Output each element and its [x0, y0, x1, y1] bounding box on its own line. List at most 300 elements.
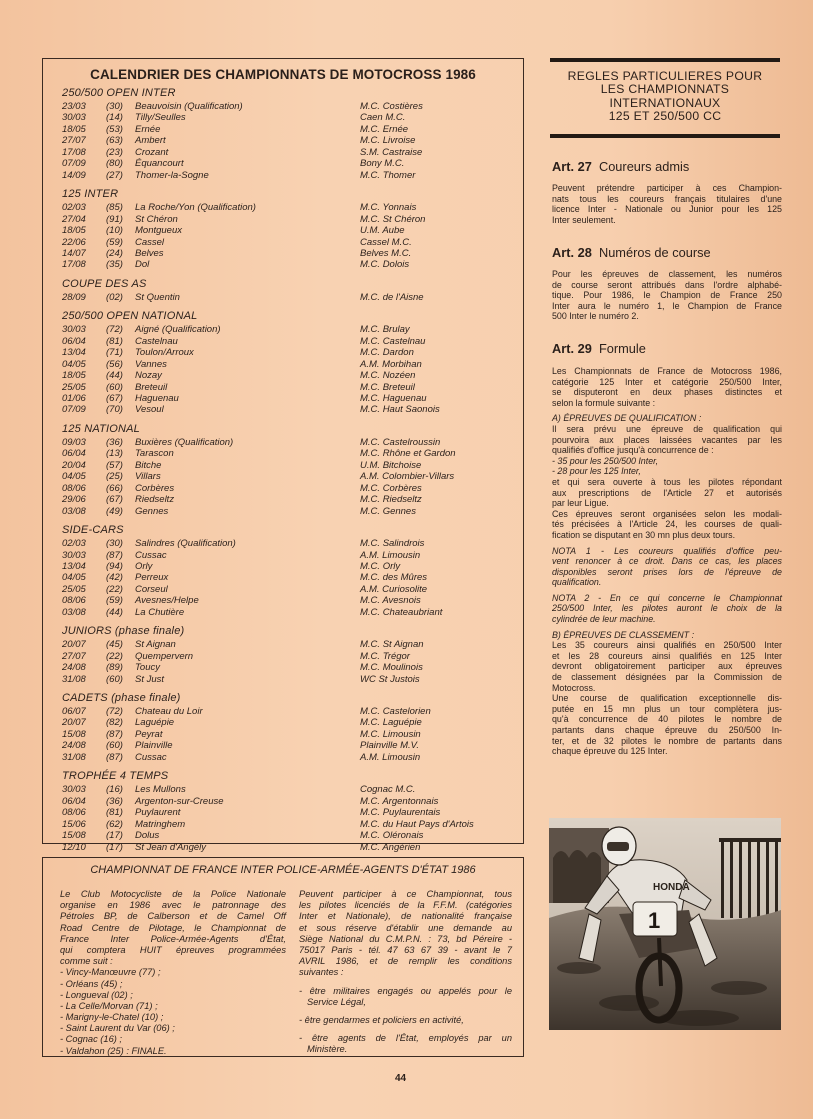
event-date: 15/06: [62, 818, 86, 830]
classification-line: Motocross.: [552, 682, 596, 693]
police-text-line: qui comptera HUIT épreuves programmées: [60, 944, 286, 955]
department-code: (87): [106, 751, 123, 763]
paragraph-gap: [299, 979, 512, 986]
classification-line: putée en 15 mn plus un tour complètera jus-: [552, 703, 782, 714]
department-code: (42): [106, 572, 123, 584]
department-code: (17): [106, 841, 123, 853]
police-text-line: - Longueval (02) ;: [60, 989, 133, 1000]
department-code: (67): [106, 494, 123, 506]
police-text-line: - Saint Laurent du Var (06) ;: [60, 1023, 175, 1034]
organizing-club: M.C. Riedseltz: [360, 494, 422, 506]
qualification-line: Il sera prévu une épreuve de qualification qui: [552, 423, 782, 434]
calendar-row: [62, 494, 512, 505]
event-date: 24/08: [62, 740, 86, 752]
page-number: 44: [395, 1073, 407, 1084]
department-code: (72): [106, 324, 123, 336]
calendar-row: [62, 404, 512, 415]
art27-line: Peuvent prétendre participer à ces Champion-: [552, 183, 782, 193]
police-text-line: suivantes :: [299, 967, 344, 978]
classification-line: Les 35 coureurs ainsi qualifiés en 250/500 Inter: [552, 640, 782, 651]
police-text-line: organise en 1986 avec le patronnage des: [60, 900, 286, 911]
organizing-club: M.C. du Haut Pays d'Artois: [360, 818, 474, 830]
event-location: Montgueux: [135, 225, 183, 237]
note1-line: NOTA 1 - Les coureurs qualifiés d'office peu-: [552, 545, 782, 556]
organizing-club: A.M. Colombier-Villars: [360, 471, 455, 483]
art27-heading: [552, 159, 689, 174]
calendar-row: [62, 437, 512, 448]
event-location: Tilly/Seulles: [135, 112, 186, 124]
calendar-row: [62, 324, 512, 335]
organizing-club: M.C. Trégor: [360, 650, 410, 662]
event-date: 31/08: [62, 751, 86, 763]
event-location: St Aignan: [135, 639, 176, 651]
event-location: Orly: [135, 560, 153, 572]
art29-title: Formule: [598, 341, 646, 356]
organizing-club: M.C. Laguépie: [360, 717, 422, 729]
event-location: Peyrat: [135, 728, 163, 740]
classification-line: qu'à concurrence de 40 pilotes le nombre de: [552, 714, 782, 725]
police-text-line: Peuvent participer à ce Championnat, tous: [299, 889, 512, 899]
department-code: (57): [106, 459, 123, 471]
department-code: (85): [106, 202, 123, 214]
event-date: 13/04: [62, 347, 86, 359]
event-date: 30/03: [62, 112, 86, 124]
police-condition-line: Service Légal,: [307, 996, 366, 1007]
event-date: 30/03: [62, 549, 86, 561]
section-title: 250/500 OPEN NATIONAL: [62, 310, 198, 323]
event-date: 20/07: [62, 639, 86, 651]
organizing-club: U.M. Aube: [360, 225, 405, 237]
calendar-row: [62, 460, 512, 471]
section-title: SIDE-CARS: [62, 524, 124, 537]
organizing-club: M.C. Haut Saonois: [360, 404, 440, 416]
art29-intro-line: catégorie 125 Inter et catégorie 250/500 Inter,: [552, 376, 782, 387]
event-location: Breteuil: [135, 381, 168, 393]
calendar-row: [62, 170, 512, 181]
calendar-row: [62, 662, 512, 673]
art29-heading: [552, 341, 646, 356]
calendar-row: [62, 550, 512, 561]
event-date: 18/05: [62, 225, 86, 237]
qualification-line: aux prescriptions de l'Article 27 et autorisés: [552, 487, 782, 498]
department-code: (44): [106, 370, 123, 382]
classification-line: partants dans chaque épreuve du 250/500 In-: [552, 725, 782, 735]
department-code: (87): [106, 549, 123, 561]
qualification-line: par leur Ligue.: [552, 498, 609, 509]
organizing-club: Belves M.C.: [360, 247, 412, 259]
calendar-title: CALENDRIER DES CHAMPIONNATS DE MOTOCROSS 1986: [90, 67, 476, 82]
event-date: 17/08: [62, 146, 86, 158]
art28-line: Inter aura le numéro 1, le Champion de France: [552, 300, 782, 311]
department-code: (13): [106, 448, 123, 460]
rules-header-line: LES CHAMPIONNATS: [600, 82, 730, 97]
classification-line: et les 28 coureurs ainsi qualifiés en 125 Inter: [552, 650, 782, 661]
calendar-row: [62, 158, 512, 169]
police-text-line: France Inter Police-Armée-Agents d'État,: [60, 933, 286, 944]
calendar-row: [62, 842, 512, 853]
note1-line: disponibles seront prises lors de l'épreuve de: [552, 566, 782, 577]
motocross-photo: [549, 818, 781, 1030]
organizing-club: M.C. Dolois: [360, 259, 410, 271]
event-location: Gennes: [135, 505, 169, 517]
department-code: (66): [106, 482, 123, 494]
event-location: Haguenau: [135, 393, 179, 404]
calendar-row: [62, 370, 512, 381]
event-date: 03/08: [62, 505, 86, 517]
calendar-row: [62, 483, 512, 494]
rules-header-line: INTERNATIONAUX: [609, 95, 721, 110]
organizing-club: M.C. Avesnois: [360, 595, 421, 607]
art28-number: Art. 28: [552, 245, 592, 260]
department-code: (63): [106, 135, 123, 147]
event-location: Nozay: [135, 370, 162, 382]
department-code: (60): [106, 740, 123, 752]
department-code: (30): [106, 101, 123, 112]
event-location: St Just: [135, 673, 165, 685]
department-code: (02): [106, 291, 123, 303]
police-text-line: 75017 Paris - tél. 47 63 67 39 - avant le 7: [299, 944, 512, 955]
art28-title: Numéros de course: [598, 245, 711, 260]
organizing-club: M.C. Livroise: [360, 135, 416, 147]
department-code: (71): [106, 347, 123, 359]
event-date: 07/09: [62, 158, 86, 170]
calendar-row: [62, 651, 512, 662]
department-code: (49): [106, 505, 123, 517]
event-date: 14/07: [62, 247, 86, 259]
calendar-row: [62, 259, 512, 270]
motocross-rider-illustration: [549, 818, 781, 1030]
department-code: (30): [106, 538, 123, 550]
art27-line: nats tous les coureurs français titulaires d'une: [552, 193, 782, 204]
calendar-row: [62, 359, 512, 370]
art29-intro-line: se disputeront en deux phases distinctes et: [552, 387, 782, 398]
event-date: 28/09: [62, 291, 86, 303]
event-date: 30/03: [62, 324, 86, 336]
event-location: St Jean d'Angély: [135, 841, 206, 853]
event-location: Les Mullons: [135, 784, 186, 796]
organizing-club: A.M. Curiosolite: [360, 583, 428, 595]
art28-heading: [552, 245, 711, 260]
calendar-row: [62, 784, 512, 795]
organizing-club: M.C. Haguenau: [360, 393, 427, 404]
police-condition-line: - être militaires engagés ou appelés pour le: [299, 985, 512, 996]
event-location: Argenton-sur-Creuse: [135, 795, 224, 807]
calendar-row: [62, 147, 512, 158]
classification-line: Une course de qualification exceptionnelle dis-: [552, 693, 782, 704]
event-location: La Chutière: [135, 606, 185, 618]
section-title: 125 INTER: [62, 188, 119, 201]
event-date: 06/04: [62, 335, 86, 347]
calendar-row: [62, 740, 512, 751]
calendar-row: [62, 796, 512, 807]
event-location: Ambert: [135, 135, 166, 147]
department-code: (22): [106, 650, 123, 662]
section-title: TROPHÉE 4 TEMPS: [62, 770, 169, 783]
section-title: CADETS (phase finale): [62, 692, 181, 704]
sponsor-text: HONDA: [653, 882, 690, 893]
police-condition-line: - être gendarmes et policiers en activité,: [299, 1014, 464, 1025]
event-date: 17/08: [62, 259, 86, 271]
event-date: 25/05: [62, 583, 86, 595]
police-text-line: les pilotes licenciés de la F.F.M. (catégories: [299, 900, 512, 911]
department-code: (10): [106, 225, 123, 237]
art27-line: Inter seulement.: [552, 214, 616, 225]
qualification-line: - 28 pour les 125 Inter,: [552, 466, 641, 477]
event-location: Perreux: [135, 572, 169, 584]
police-text-line: - Vincy-Manœuvre (77) ;: [60, 967, 161, 978]
department-code: (17): [106, 830, 123, 842]
police-championship-box: [42, 857, 524, 1057]
department-code: (45): [106, 639, 123, 651]
event-location: St Chéron: [135, 213, 178, 225]
event-location: Vannes: [135, 358, 167, 370]
event-date: 02/03: [62, 538, 86, 550]
department-code: (14): [106, 112, 123, 124]
police-text-line: Road Centre de Pilotage, le Championnat de: [60, 922, 286, 933]
event-date: 09/03: [62, 436, 86, 448]
art27-line: licence Inter - Nationale ou Junior pour les 125: [552, 204, 782, 215]
art28-line: Pour les épreuves de classement, les numéros: [552, 269, 782, 279]
calendar-row: [62, 807, 512, 818]
event-location: Belves: [135, 247, 164, 259]
police-text-line: - Orléans (45) ;: [60, 978, 123, 989]
calendar-row: [62, 607, 512, 618]
organizing-club: Bony M.C.: [360, 158, 405, 170]
art27-title: Coureurs admis: [598, 159, 690, 174]
calendar-row: [62, 248, 512, 259]
art29-intro-line: selon la formule suivante :: [552, 397, 656, 408]
qualification-line: qualifiés d'office jusqu'à concurrence de :: [552, 445, 714, 456]
organizing-club: M.C. St Aignan: [360, 639, 424, 651]
calendar-row: [62, 382, 512, 393]
event-date: 08/06: [62, 595, 86, 607]
organizing-club: M.C. Dardon: [360, 347, 414, 359]
paragraph-gap: [299, 1008, 512, 1015]
event-location: Puylaurent: [135, 807, 181, 819]
event-date: 27/07: [62, 650, 86, 662]
organizing-club: M.C. de l'Aisne: [360, 291, 424, 303]
event-date: 08/06: [62, 482, 86, 494]
classification-line: de classement désignées par la Commission de: [552, 672, 782, 683]
section-title: 125 NATIONAL: [62, 422, 141, 435]
department-code: (60): [106, 673, 123, 685]
department-code: (80): [106, 158, 123, 170]
classification-line: chaque épreuve du 125 Inter.: [552, 746, 668, 757]
police-condition-line: Ministère.: [307, 1044, 348, 1055]
calendar-row: [62, 572, 512, 583]
organizing-club: M.C. Salindrois: [360, 538, 425, 550]
event-date: 15/08: [62, 728, 86, 740]
event-date: 20/04: [62, 459, 86, 471]
calendar-row: [62, 506, 512, 517]
event-date: 04/05: [62, 471, 86, 483]
organizing-club: M.C. Rhône et Gardon: [360, 448, 456, 460]
calendar-row: [62, 202, 512, 213]
event-date: 14/09: [62, 169, 86, 181]
note1-line: vent renoncer à ce droit. Dans ce cas, les places: [552, 556, 782, 567]
qualification-subtitle: A) ÉPREUVES DE QUALIFICATION :: [552, 413, 702, 424]
event-location: Thomer-la-Sogne: [135, 169, 209, 181]
organizing-club: M.C. Yonnais: [360, 202, 417, 214]
event-date: 13/04: [62, 560, 86, 572]
event-date: 20/07: [62, 717, 86, 729]
organizing-club: Plainville M.V.: [360, 740, 419, 752]
organizing-club: M.C. Argentonnais: [360, 795, 439, 807]
organizing-club: A.M. Morbihan: [360, 358, 422, 370]
police-right-column: [299, 889, 512, 1055]
qualification-line: Ces épreuves seront organisées selon les modali-: [552, 508, 782, 519]
department-code: (60): [106, 381, 123, 393]
police-text-line: - Marigny-le-Chatel (10) ;: [60, 1012, 164, 1023]
organizing-club: A.M. Limousin: [360, 549, 421, 561]
event-location: St Quentin: [135, 291, 180, 303]
event-date: 03/08: [62, 606, 86, 618]
department-code: (35): [106, 259, 123, 271]
department-code: (53): [106, 123, 123, 135]
organizing-club: M.C. Moulinois: [360, 662, 423, 674]
department-code: (91): [106, 213, 123, 225]
calendar-row: [62, 584, 512, 595]
art27-text: [552, 183, 782, 225]
event-location: Avesnes/Helpe: [135, 595, 199, 607]
event-location: Plainville: [135, 740, 173, 752]
department-code: (67): [106, 393, 123, 404]
police-text-line: Inter et Nationale), de nationalité française: [299, 911, 512, 922]
department-code: (56): [106, 358, 123, 370]
event-location: Villars: [135, 471, 161, 483]
police-text-line: - La Celle/Morvan (71) ;: [60, 1000, 158, 1011]
calendar-row: [62, 393, 512, 404]
header-bottom-rule: [550, 134, 780, 138]
department-code: (22): [106, 583, 123, 595]
event-date: 30/03: [62, 784, 86, 796]
event-location: Dolus: [135, 830, 160, 842]
department-code: (82): [106, 717, 123, 729]
note2-line: 250/500 Inter, les pilotes auront le choix de la: [552, 603, 782, 614]
police-condition-line: - être agents de l'État, employés par un: [299, 1033, 512, 1044]
event-location: Salindres (Qualification): [135, 538, 236, 550]
qualification-line: pourvoira aux places laissées vacantes par les: [552, 434, 782, 445]
event-location: Cussac: [135, 549, 167, 561]
department-code: (59): [106, 595, 123, 607]
calendar-row: [62, 561, 512, 572]
event-date: 18/05: [62, 370, 86, 382]
calendar-row: [62, 124, 512, 135]
event-date: 27/07: [62, 135, 86, 147]
police-title: CHAMPIONNAT DE FRANCE INTER POLICE-ARMÉE-AGENTS D'ÉTAT 1986: [90, 864, 476, 876]
event-location: Cussac: [135, 751, 167, 763]
organizing-club: M.C. Limousin: [360, 728, 421, 740]
event-date: 18/05: [62, 123, 86, 135]
event-date: 04/05: [62, 572, 86, 584]
event-date: 06/04: [62, 448, 86, 460]
bike-number-plate: 1: [648, 908, 661, 933]
calendar-row: [62, 292, 512, 303]
event-date: 06/04: [62, 795, 86, 807]
event-date: 27/04: [62, 213, 86, 225]
police-text-line: Siège National du C.M.P.N. : 73, bd Péreire -: [299, 933, 512, 944]
calendar-row: [62, 706, 512, 717]
art27-number: Art. 27: [552, 159, 592, 174]
calendar-row: [62, 819, 512, 830]
police-text-line: Pétroles BP, de Calberson et de Camel Off: [60, 911, 286, 922]
note2-line: cylindrée de leur machine.: [552, 614, 656, 625]
art29-text: [552, 366, 782, 757]
department-code: (62): [106, 818, 123, 830]
organizing-club: M.C. Angérien: [360, 841, 421, 853]
event-location: Quempervern: [135, 650, 194, 662]
organizing-club: Cassel M.C.: [360, 236, 412, 248]
police-text-line: - Cognac (16) ;: [60, 1034, 123, 1045]
calendar-box: [42, 58, 524, 853]
event-location: Toulon/Arroux: [135, 347, 194, 359]
police-text-line: comme suit :: [60, 956, 113, 967]
department-code: (23): [106, 146, 123, 158]
calendar-row: [62, 729, 512, 740]
section-title: 250/500 OPEN INTER: [62, 87, 176, 99]
organizing-club: M.C. Brulay: [360, 324, 410, 336]
calendar-row: [62, 538, 512, 549]
department-code: (87): [106, 728, 123, 740]
event-location: Beauvoisin (Qualification): [135, 101, 243, 112]
calendar-row: [62, 830, 512, 841]
department-code: (81): [106, 335, 123, 347]
art29-number: Art. 29: [552, 341, 592, 356]
organizing-club: Caen M.C.: [360, 112, 406, 124]
event-date: 15/08: [62, 830, 86, 842]
organizing-club: M.C. Castelnau: [360, 335, 426, 347]
qualification-line: - 35 pour les 250/500 Inter,: [552, 455, 659, 466]
event-date: 25/05: [62, 381, 86, 393]
organizing-club: A.M. Limousin: [360, 751, 421, 763]
organizing-club: M.C. St Chéron: [360, 213, 426, 225]
calendar-row: [62, 225, 512, 236]
qualification-line: tés précisées à l'Article 24, les courses de quali-: [552, 519, 782, 530]
organizing-club: S.M. Castraise: [360, 146, 423, 158]
event-location: Laguépie: [135, 717, 175, 729]
department-code: (27): [106, 169, 123, 181]
organizing-club: M.C. Chateaubriant: [360, 606, 443, 618]
event-location: Toucy: [135, 662, 160, 674]
event-location: Corseul: [135, 583, 168, 595]
rules-header-line: REGLES PARTICULIERES POUR: [567, 69, 763, 83]
event-date: 29/06: [62, 494, 86, 506]
police-left-column: [60, 889, 286, 1057]
calendar-row: [62, 112, 512, 123]
rules-header: [550, 70, 780, 123]
classification-line: devront obligatoirement participer aux épreuves: [552, 661, 782, 672]
event-location: Tarascon: [135, 448, 174, 460]
calendar-row: [62, 717, 512, 728]
event-date: 23/03: [62, 101, 86, 112]
header-top-rule: [550, 58, 780, 62]
art28-line: tique. Pour 1986, le Champion de France 250: [552, 290, 782, 301]
organizing-club: M.C. Thomer: [360, 169, 416, 181]
calendar-row: [62, 336, 512, 347]
police-text-line: et sous réserve d'établir une demande au: [299, 922, 512, 933]
department-code: (72): [106, 706, 123, 717]
event-location: Corbères: [135, 482, 175, 494]
calendar-row: [62, 101, 512, 112]
event-location: Buxières (Qualification): [135, 436, 234, 448]
event-date: 02/03: [62, 202, 86, 214]
event-location: Ernée: [135, 123, 161, 135]
calendar-row: [62, 471, 512, 482]
event-date: 24/08: [62, 662, 86, 674]
event-date: 22/06: [62, 236, 86, 248]
department-code: (94): [106, 560, 123, 572]
art28-line: 500 Inter le numéro 2.: [552, 311, 639, 322]
